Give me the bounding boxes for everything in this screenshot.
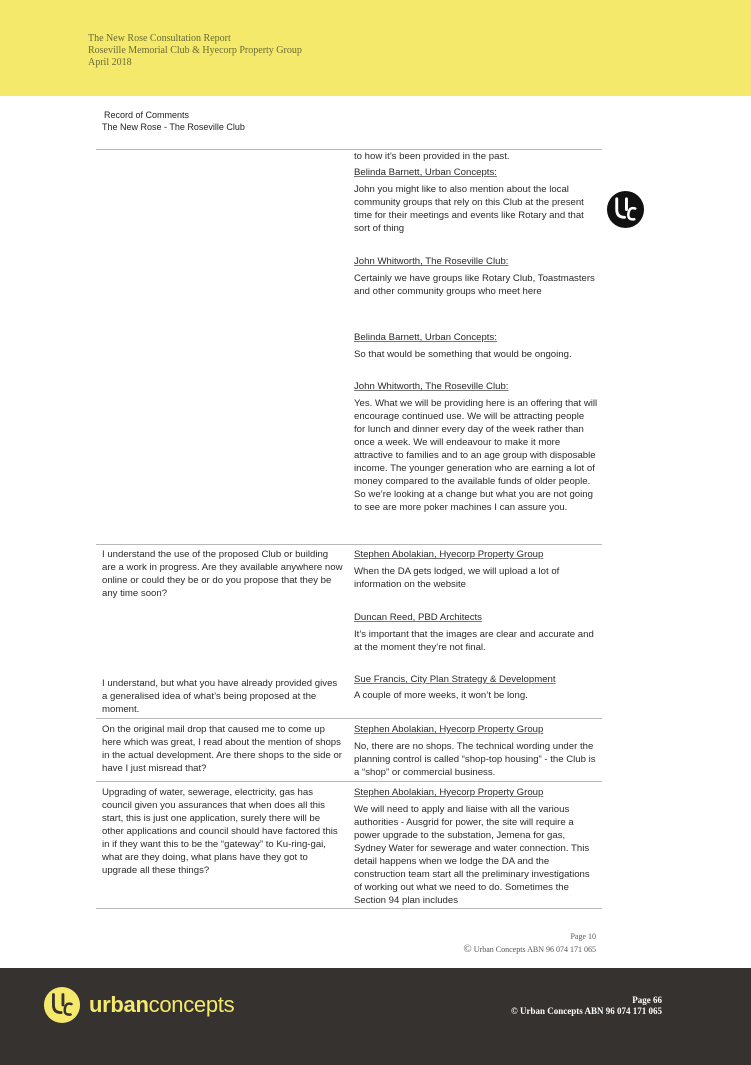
response-text: So that would be something that would be ongoing. bbox=[354, 349, 572, 360]
report-title: The New Rose Consultation Report bbox=[88, 33, 231, 44]
report-date: April 2018 bbox=[88, 57, 132, 68]
footer-info bbox=[511, 995, 662, 1017]
footer-copyright: © Urban Concepts ABN 96 074 171 065 bbox=[511, 1006, 662, 1016]
urban-concepts-u-icon bbox=[606, 190, 645, 229]
page-number: Page 10 bbox=[570, 932, 596, 941]
urban-concepts-logo-icon bbox=[43, 986, 81, 1024]
response-text: It’s important that the images are clear and accurate and at the moment they’re not final. bbox=[354, 629, 594, 653]
speaker-label: John Whitworth, The Roseville Club: bbox=[354, 256, 509, 267]
report-parties: Roseville Memorial Club & Hyecorp Property Group bbox=[88, 45, 302, 56]
speaker-label: Stephen Abolakian, Hyecorp Property Group bbox=[354, 787, 544, 798]
speaker-label: John Whitworth, The Roseville Club: bbox=[354, 381, 509, 392]
copyright-icon: © bbox=[463, 943, 472, 955]
report-header bbox=[88, 33, 302, 69]
response-text: Yes. What we will be providing here is an offering that will encourage continued use. We will be attracting people for lunch and dinner every day of the week rather than once a week. We will endeavour to make it more attractive to families and to an age group with disposable income. The younger generation who are earning a lot of money compared to the available funds of older people. So we’re looking at a change but what you are not going to see are more poker machines I can assure you. bbox=[354, 398, 598, 513]
response-text: When the DA gets lodged, we will upload a lot of information on the website bbox=[354, 566, 560, 590]
response-text: No, there are no shops. The technical wording under the planning control is called “shop-top housing” - the Club is a “shop” or commercial business. bbox=[354, 741, 596, 778]
speaker-label: Belinda Barnett, Urban Concepts: bbox=[354, 167, 497, 178]
speaker-label: Stephen Abolakian, Hyecorp Property Group bbox=[354, 549, 544, 560]
header-band bbox=[0, 0, 751, 96]
brand-logo bbox=[43, 986, 234, 1024]
speaker-label: Stephen Abolakian, Hyecorp Property Group bbox=[354, 724, 544, 735]
footer-page-number: Page 66 bbox=[632, 995, 662, 1005]
continued-intro: to how it’s been provided in the past. bbox=[354, 151, 510, 162]
comment-text: I understand, but what you have already provided gives a generalised idea of what’s being proposed at the moment. bbox=[102, 678, 338, 715]
comment-text: Upgrading of water, sewerage, electricity, gas has council given you assurances that when does all this start, this is just one application, surely there will be other applications and council should have factored this in if they want this to be the “gateway” to Ku-ring-gai, what are they doing, what plans have they got to upgrade all these things? bbox=[102, 787, 338, 876]
record-title: Record of Comments bbox=[104, 110, 190, 120]
speaker-label: Sue Francis, City Plan Strategy & Development bbox=[354, 674, 556, 685]
speaker-label: Belinda Barnett, Urban Concepts: bbox=[354, 332, 497, 343]
brand-name-bold: urban bbox=[89, 992, 149, 1017]
footer-band bbox=[0, 968, 751, 1065]
comment-text: On the original mail drop that caused me to come up here which was great, I read about the mention of shops in the actual development. Are there shops to the side or have I just misread that? bbox=[102, 724, 342, 774]
copyright-text: Urban Concepts ABN 96 074 171 065 bbox=[473, 945, 596, 954]
response-text: We will need to apply and liaise with all the various authorities - Ausgrid for power, the site will require a power upgrade to the substation, Jemena for gas, Sydney Water for sewerage and water connection. This detail happens when we lodge the DA and the construction team start all the preliminary investigations of working out what we need to do. Sometimes the Section 94 plan includes bbox=[354, 804, 590, 906]
response-text: John you might like to also mention about the local community groups that rely on this Club at the present time for their meetings and events like Rotary and that sort of thing bbox=[354, 184, 584, 234]
comment-text: I understand the use of the proposed Club or building are a work in progress. Are they available anywhere now online or could they be or do you propose that they be any time soon? bbox=[102, 549, 343, 599]
record-subtitle: The New Rose - The Roseville Club bbox=[102, 122, 245, 132]
brand-name-light: concepts bbox=[148, 992, 235, 1017]
brand-name bbox=[89, 992, 234, 1018]
record-heading bbox=[102, 109, 245, 133]
response-text: Certainly we have groups like Rotary Club, Toastmasters and other community groups who meet here bbox=[354, 273, 595, 297]
page-footer bbox=[463, 931, 596, 956]
response-text: A couple of more weeks, it won’t be long. bbox=[354, 690, 528, 701]
copyright-line bbox=[463, 943, 596, 956]
speaker-label: Duncan Reed, PBD Architects bbox=[354, 612, 482, 623]
